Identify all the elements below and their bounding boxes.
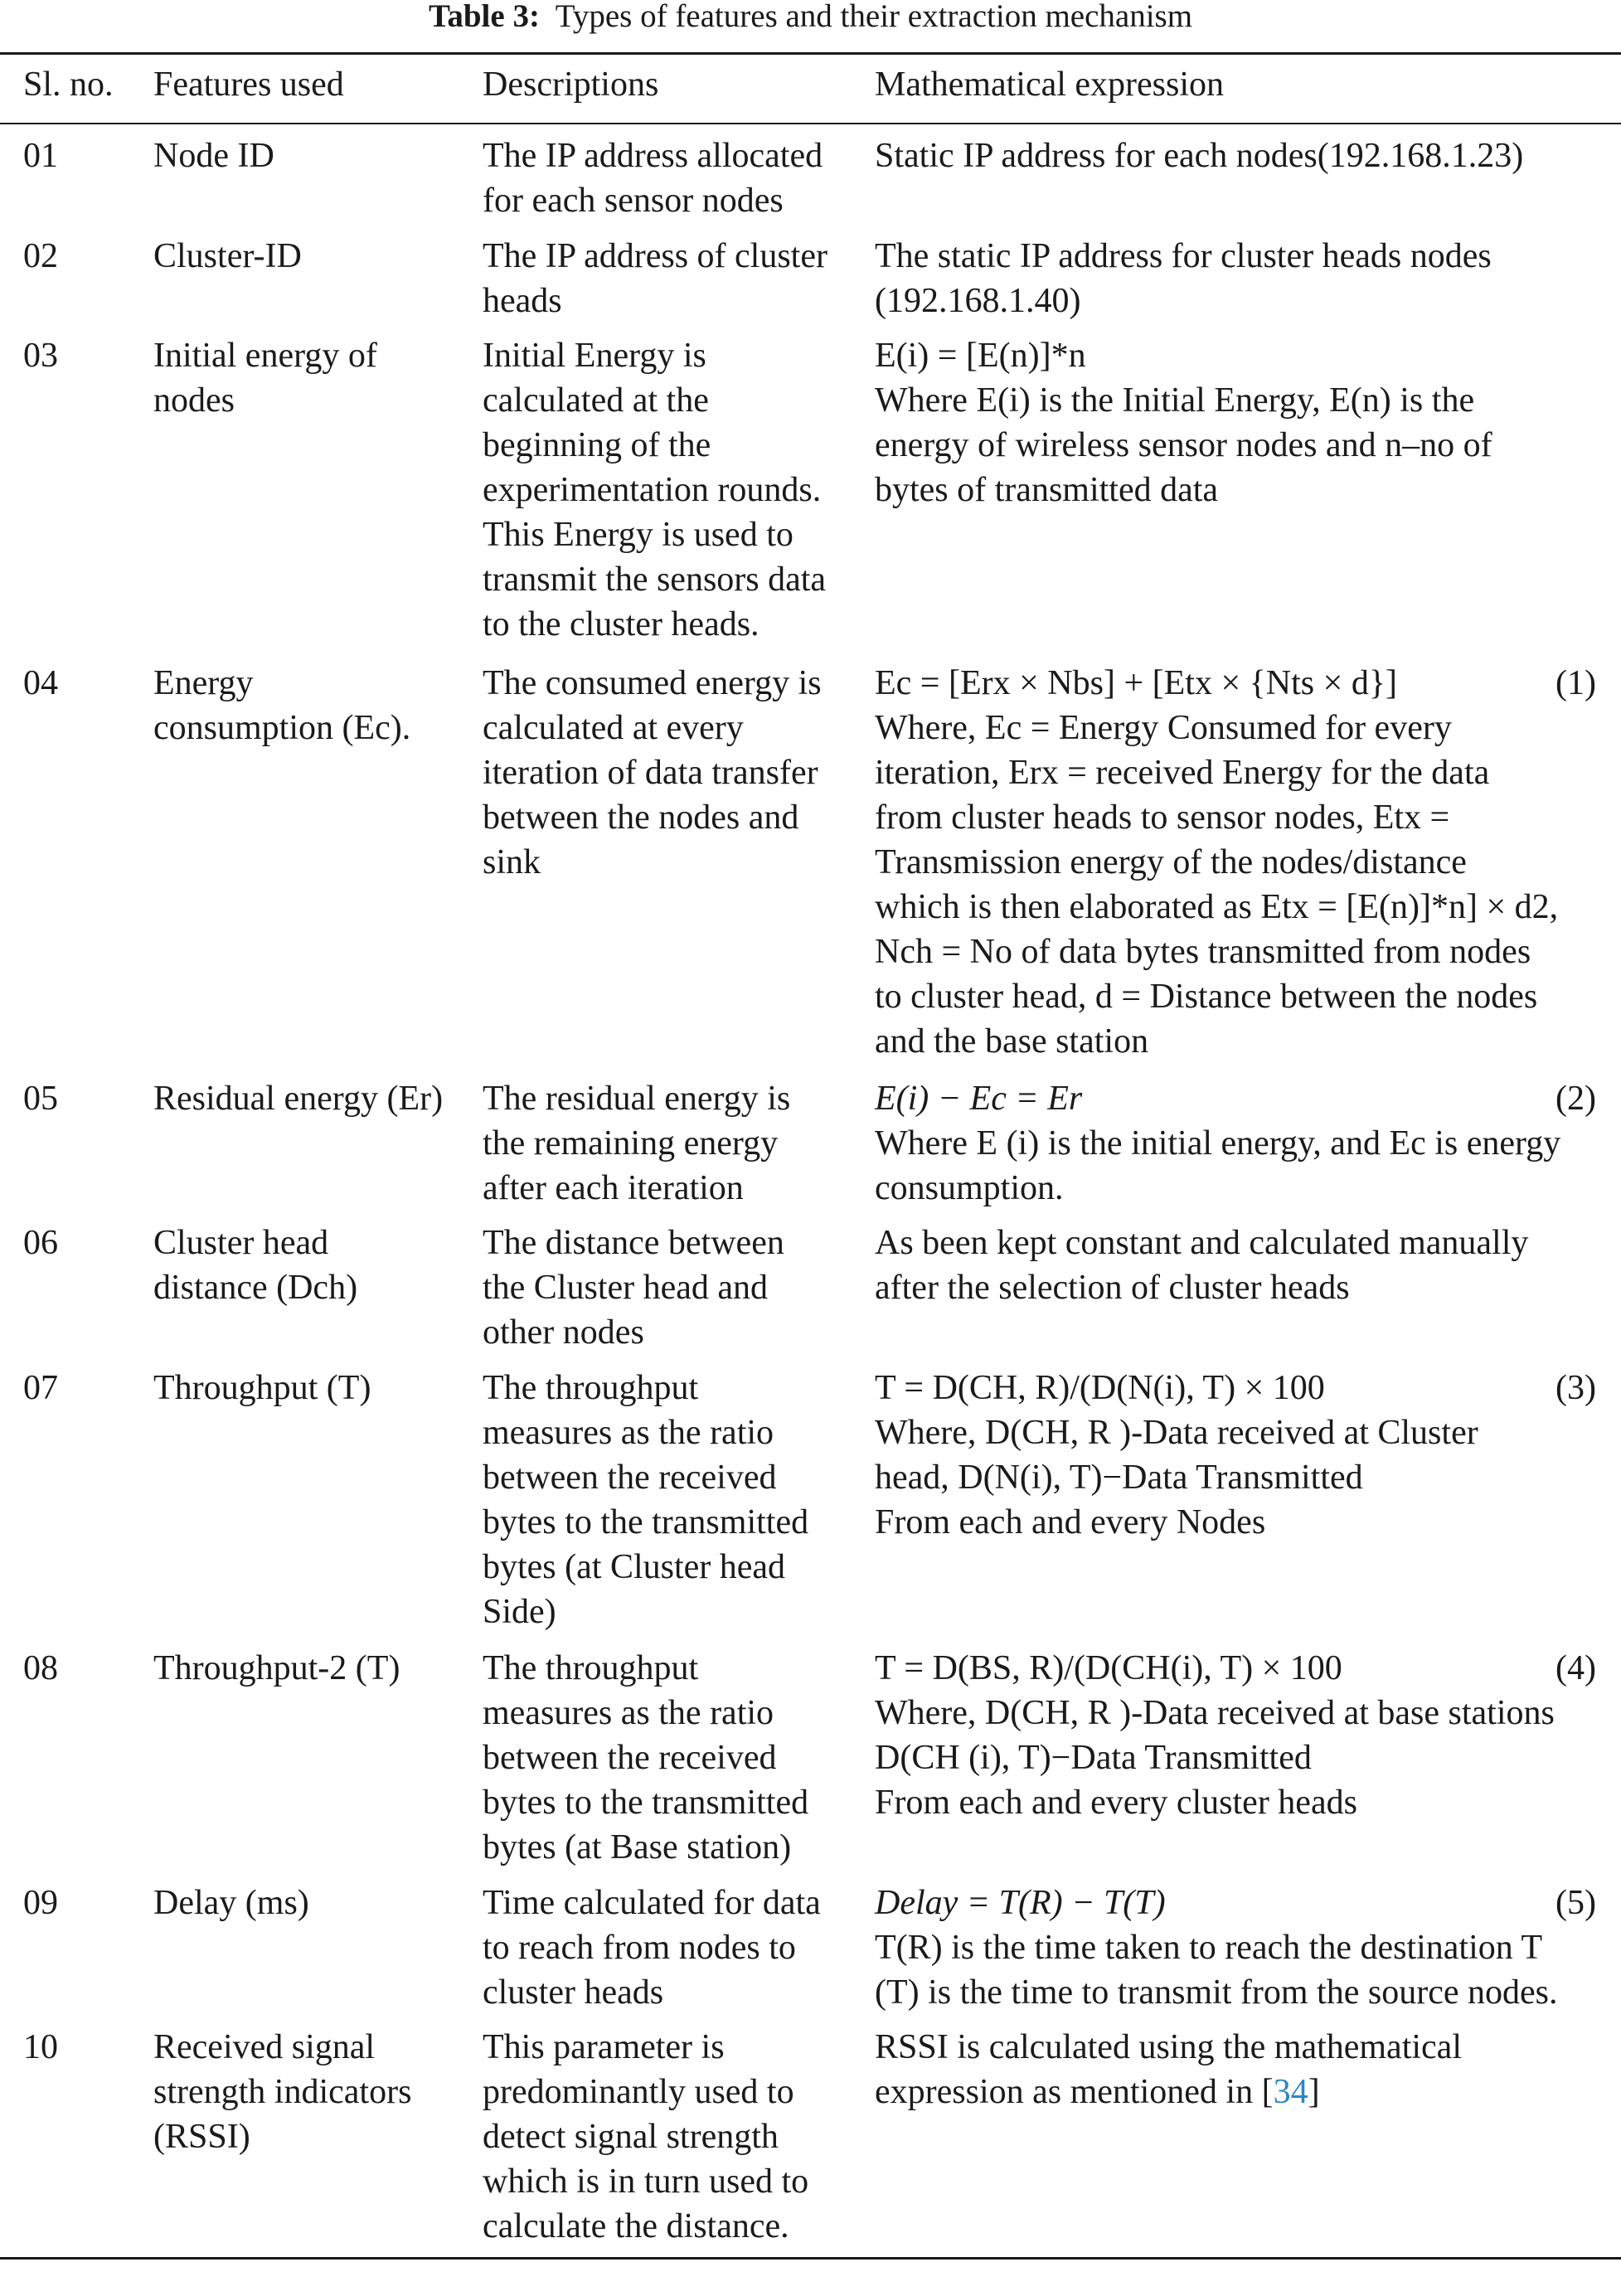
feature-cell: Node ID (153, 137, 274, 175)
row-number: 04 (23, 664, 58, 702)
description-cell: Time calculated for data to reach from nodes to cluster heads (483, 1884, 821, 2012)
row-number: 10 (23, 2028, 58, 2066)
feature-cell: Delay (ms) (153, 1884, 309, 1922)
equation-number: (4) (1555, 1649, 1596, 1687)
top-rule (0, 52, 1621, 55)
math-cell: RSSI is calculated using the mathematical expression as mentioned in [34] (875, 2025, 1462, 2114)
equation-number: (1) (1555, 664, 1596, 702)
caption-label: Table 3: (428, 0, 540, 34)
math-cell: Static IP address for each nodes(192.168.1.23) (875, 137, 1524, 175)
math-cell: E(i) − Ec = Er (2) Where E (i) is the initial energy, and Ec is energy consumption. (875, 1076, 1596, 1211)
math-cell: Ec = [Erx × Nbs] + [Etx × {Nts × d}] (1) Where, Ec = Energy Consumed for every iteration, Erx = received Energy for the data from cluster heads to sensor nodes, Etx = Transmission energy of the nodes/distance which is then elaborated as Etx = [E(n)]*n] × d2, Nch = No of data bytes transmitted from nodes to cluster head, d = Distance between the nodes and the base station (875, 661, 1596, 1064)
math-cell: T = D(BS, R)/(D(CH(i), T) × 100 (4) Where, D(CH, R )-Data received at base stations D(CH (i), T)−Data Transmitted From each and every cluster heads (875, 1646, 1596, 1825)
feature-cell: Cluster-ID (153, 237, 302, 275)
description-cell: The throughput measures as the ratio between the received bytes to the transmitted bytes (at Base station) (483, 1649, 809, 1866)
feature-cell: Energy consumption (Ec). (153, 664, 411, 747)
header-sl-no: Sl. no. (23, 66, 114, 104)
equation-number: (3) (1555, 1369, 1596, 1407)
row-number: 07 (23, 1369, 58, 1407)
description-cell: The consumed energy is calculated at every iteration of data transfer between the nodes and sink (483, 664, 822, 881)
description-cell: The IP address allocated for each sensor nodes (483, 137, 823, 220)
header-features: Features used (153, 66, 344, 104)
reference-line: expression as mentioned in [34] (875, 2073, 1320, 2111)
math-cell: E(i) = [E(n)]*n Where E(i) is the Initial Energy, E(n) is the energy of wireless sensor nodes and n–no of bytes of transmitted data (875, 337, 1492, 509)
citation-link[interactable]: 34 (1273, 2073, 1308, 2111)
header-rule (0, 123, 1621, 124)
feature-cell: Throughput-2 (T) (153, 1649, 400, 1687)
math-cell: The static IP address for cluster heads nodes (192.168.1.40) (875, 237, 1492, 320)
math-cell: As been kept constant and calculated manually after the selection of cluster heads (875, 1224, 1529, 1307)
row-number: 08 (23, 1649, 58, 1687)
math-cell: T = D(CH, R)/(D(N(i), T) × 100 (3) Where, D(CH, R )-Data received at Cluster head, D(N(i), T)−Data Transmitted From each and every Nodes (875, 1366, 1596, 1545)
feature-cell: Received signal strength indicators (RSSI) (153, 2028, 412, 2156)
description-cell: The residual energy is the remaining energy after each iteration (483, 1080, 791, 1207)
equation: T = D(CH, R)/(D(N(i), T) × 100 (3) (875, 1366, 1596, 1410)
description-cell: This parameter is predominantly used to detect signal strength which is in turn used to calculate the distance. (483, 2028, 809, 2245)
equation: E(i) − Ec = Er (2) (875, 1076, 1596, 1121)
row-number: 09 (23, 1884, 58, 1922)
description-cell: The distance between the Cluster head and other nodes (483, 1224, 784, 1352)
description-cell: The throughput measures as the ratio between the received bytes to the transmitted bytes (at Cluster head Side) (483, 1369, 809, 1631)
header-math: Mathematical expression (875, 66, 1225, 104)
row-number: 02 (23, 237, 58, 275)
feature-cell: Cluster head distance (Dch) (153, 1224, 358, 1307)
row-number: 05 (23, 1080, 58, 1118)
caption-text: Types of features and their extraction mechanism (555, 0, 1193, 34)
math-cell: Delay = T(R) − T(T) (5) T(R) is the time taken to reach the destination T (T) is the time to transmit from the source nodes. (875, 1881, 1596, 2015)
feature-cell: Throughput (T) (153, 1369, 371, 1407)
description-cell: The IP address of cluster heads (483, 237, 827, 320)
feature-cell: Initial energy of nodes (153, 337, 377, 420)
description-cell: Initial Energy is calculated at the beginning of the experimentation rounds. This Energy is used to transmit the sensors data to the cluster heads. (483, 337, 827, 643)
equation: T = D(BS, R)/(D(CH(i), T) × 100 (4) (875, 1646, 1596, 1691)
equation: Delay = T(R) − T(T) (5) (875, 1881, 1596, 1925)
bottom-rule (0, 2257, 1621, 2260)
row-number: 01 (23, 137, 58, 175)
equation-number: (5) (1555, 1884, 1596, 1922)
table-caption (0, 0, 1621, 33)
row-number: 06 (23, 1224, 58, 1262)
equation: Ec = [Erx × Nbs] + [Etx × {Nts × d}] (1) (875, 661, 1596, 706)
equation-number: (2) (1555, 1080, 1596, 1118)
header-descriptions: Descriptions (483, 66, 659, 104)
feature-cell: Residual energy (Er) (153, 1080, 444, 1118)
row-number: 03 (23, 337, 58, 375)
